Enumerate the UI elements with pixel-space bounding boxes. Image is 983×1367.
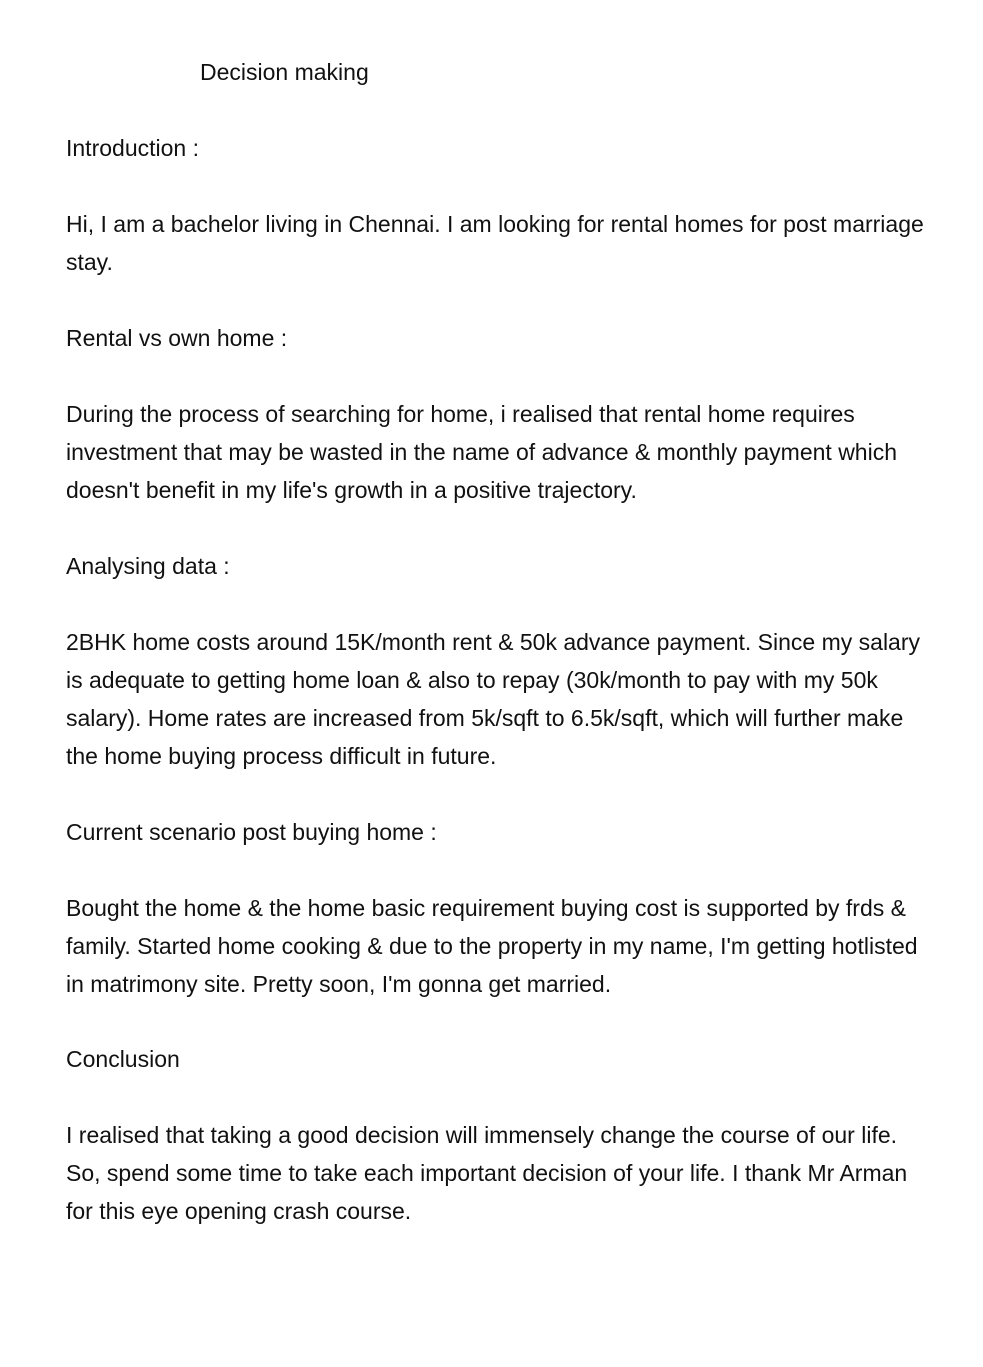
section-body-conclusion: I realised that taking a good decision will immensely change the course of our life. So, spend some time to take each important decision of your life. I thank Mr Arman for this eye opening crash course.	[66, 1122, 908, 1224]
section-heading-conclusion: Conclusion	[66, 1046, 180, 1072]
section-heading-rental-vs-own: Rental vs own home :	[66, 325, 288, 351]
section-heading-analysing-data: Analysing data :	[66, 553, 230, 579]
section-body-introduction: Hi, I am a bachelor living in Chennai. I am looking for rental homes for post marriage stay.	[66, 211, 924, 275]
section-body-rental-vs-own: During the process of searching for home, i realised that rental home requires investment that may be wasted in the name of advance & monthly payment which doesn't benefit in my life's growth in a positive trajectory.	[66, 401, 897, 503]
section-body-current-scenario: Bought the home & the home basic requirement buying cost is supported by frds & family. Started home cooking & due to the property in my name, I'm getting hotlisted in matrimony site. Pretty soon, I'm gonna get married.	[66, 895, 918, 997]
section-heading-current-scenario: Current scenario post buying home :	[66, 819, 437, 845]
section-body-analysing-data: 2BHK home costs around 15K/month rent & 50k advance payment. Since my salary is adequate to getting home loan & also to repay (30k/month to pay with my 50k salary). Home rates are increased from 5k/sqft to 6.5k/sqft, which will further make the home buying process difficult in future.	[66, 629, 920, 769]
document-title: Decision making	[200, 59, 369, 85]
section-heading-introduction: Introduction :	[66, 135, 199, 161]
